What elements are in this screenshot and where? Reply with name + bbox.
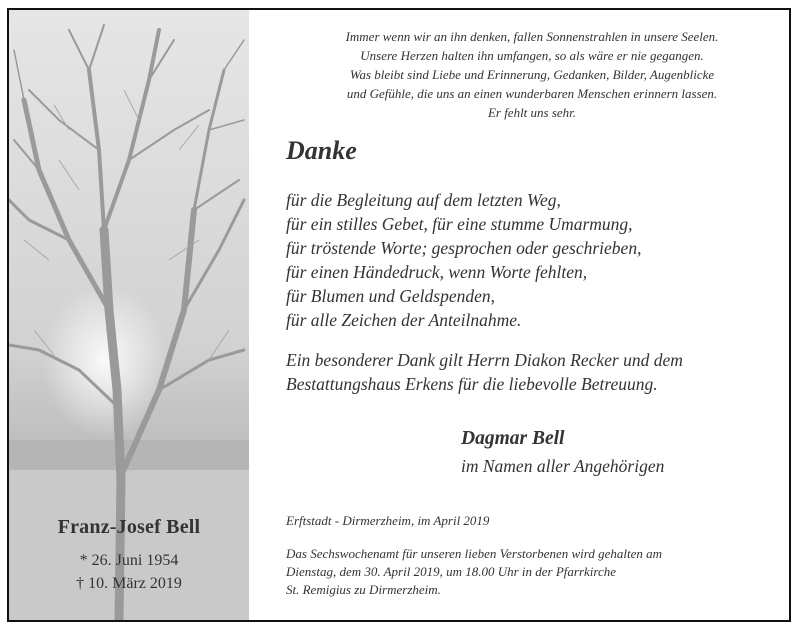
thanks-line: für alle Zeichen der Anteilnahme. — [286, 310, 522, 330]
special-thanks — [286, 348, 683, 396]
special-thanks-line: Ein besonderer Dank gilt Herrn Diakon Recker und dem — [286, 350, 683, 370]
poem — [284, 27, 780, 122]
signer-subtitle: im Namen aller Angehörigen — [461, 456, 665, 476]
thanks-line: für tröstende Worte; gesprochen oder geschrieben, — [286, 238, 642, 258]
signer-name: Dagmar Bell — [461, 428, 565, 449]
poem-line: Er fehlt uns sehr. — [487, 105, 577, 120]
poem-line: und Gefühle, die uns an einen wunderbaren Menschen erinnern lassen. — [346, 86, 718, 101]
notice-line: Dienstag, dem 30. April 2019, um 18.00 Uhr in der Pfarrkirche — [286, 564, 617, 579]
notice-line: Das Sechswochenamt für unseren lieben Verstorbenen wird gehalten am — [286, 546, 662, 561]
thanks-line: für die Begleitung auf dem letzten Weg, — [286, 190, 561, 210]
thanks-line: für Blumen und Geldspenden, — [286, 286, 495, 306]
notice-line: St. Remigius zu Dirmerzheim. — [286, 582, 441, 597]
heading: Danke — [286, 136, 357, 165]
special-thanks-line: Bestattungshaus Erkens für die liebevolle Betreuung. — [286, 374, 658, 394]
place-date: Erftstadt - Dirmerzheim, im April 2019 — [286, 513, 490, 528]
deceased-name: Franz-Josef Bell — [57, 516, 201, 538]
poem-line: Was bleibt sind Liebe und Erinnerung, Gedanken, Bilder, Augenblicke — [349, 67, 715, 82]
thanks-list — [286, 188, 641, 332]
thanks-line: für ein stilles Gebet, für eine stumme Umarmung, — [286, 214, 633, 234]
poem-line: Unsere Herzen halten ihn umfangen, so als wäre er nie gegangen. — [360, 48, 704, 63]
birth-date: * 26. Juni 1954 — [79, 552, 179, 569]
thanks-line: für einen Händedruck, wenn Worte fehlten, — [286, 262, 588, 282]
death-date: † 10. März 2019 — [76, 575, 182, 592]
deceased-info — [9, 516, 249, 595]
service-notice — [286, 545, 786, 599]
poem-line: Immer wenn wir an ihn denken, fallen Sonnenstrahlen in unsere Seelen. — [345, 29, 719, 44]
